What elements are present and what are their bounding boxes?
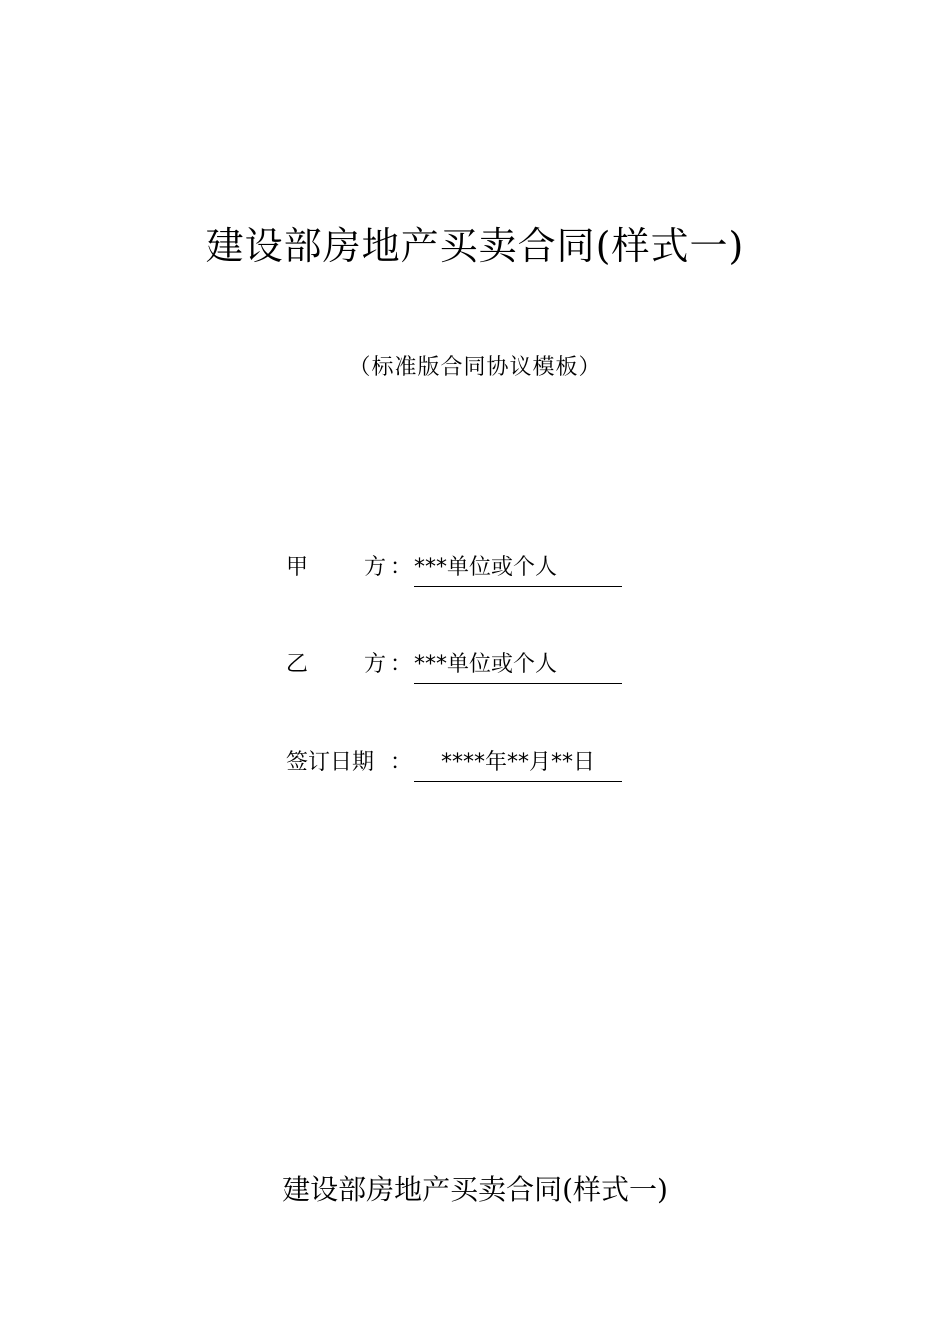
party-a-value: ***单位或个人 <box>414 550 622 587</box>
party-a-label-char2: 方 <box>364 555 387 580</box>
document-footer: 建设部房地产买卖合同(样式一) <box>282 1173 668 1206</box>
sign-date-value: ****年**月**日 <box>414 745 622 782</box>
sign-date-colon: ： <box>390 750 413 775</box>
document-title: 建设部房地产买卖合同(样式一) <box>205 224 745 268</box>
sign-date-field <box>286 745 626 785</box>
party-a-label-char1: 甲 <box>286 555 309 580</box>
sign-date-label: 签订日期 <box>286 750 375 775</box>
party-b-label-char1: 乙 <box>286 652 309 677</box>
party-b-field <box>286 647 626 687</box>
party-a-colon: ： <box>390 555 413 580</box>
party-b-value: ***单位或个人 <box>414 647 622 684</box>
party-a-field <box>286 550 626 590</box>
party-b-colon: ： <box>390 652 413 677</box>
document-subtitle: （标准版合同协议模板） <box>348 355 602 380</box>
party-b-label-char2: 方 <box>364 652 387 677</box>
